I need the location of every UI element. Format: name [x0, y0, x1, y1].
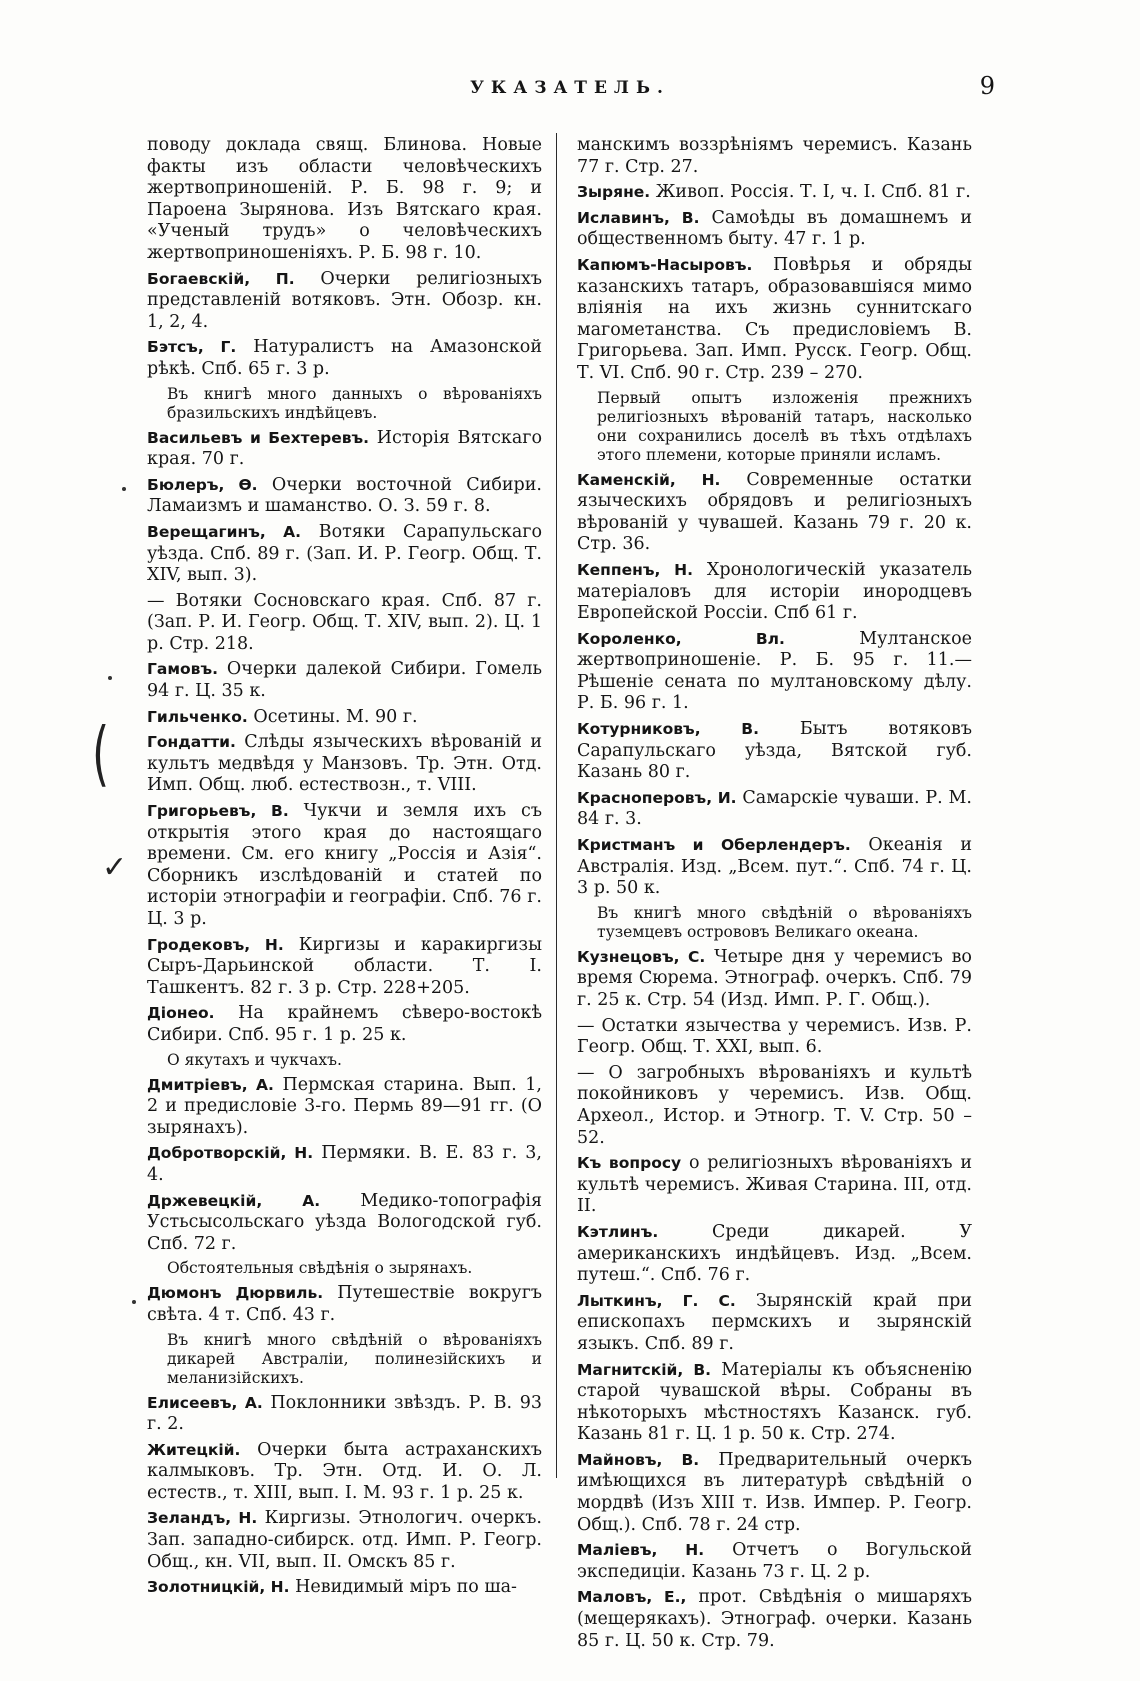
entry-author: Гродековъ, Н.	[147, 935, 284, 954]
bibliography-entry	[577, 947, 972, 1012]
entry-author: Држевецкій, А.	[147, 1191, 321, 1210]
bibliography-entry	[147, 1577, 542, 1599]
bibliography-entry	[577, 719, 972, 784]
entry-text: поводу доклада свящ. Блинова. Новые факты изъ области человѣческихъ жертвоприношеній. Р. Б. 98 г. 9; и Пароена Зырянова. Изъ Вятскаго края. «Ученый трудъ» о человѣческихъ жертвоприношеніяхъ. Р. Б. 98 г. 10.	[147, 135, 542, 263]
bibliography-entry	[147, 475, 542, 518]
entry-text: На крайнемъ сѣверо-востокѣ Сибири. Спб. 95 г. 1 р. 25 к.	[147, 1003, 542, 1045]
entry-text: Четыре дня у черемисъ во время Сюрема. Этнограф. очеркъ. Спб. 79 г. 25 к. Стр. 54 (Изд. Имп. Р. Г. Общ.).	[577, 946, 972, 1010]
entry-author: Бюлеръ, Ѳ.	[147, 475, 258, 494]
entry-author: Зыряне.	[577, 183, 651, 202]
entry-author: Короленко, Вл.	[577, 629, 785, 648]
entry-text: Матеріалы къ объясненію старой чувашской вѣры. Собраны въ нѣкоторыхъ мѣстностяхъ Казанск. губ. Казань 81 г. Ц. 1 р. 50 к. Стр. 274.	[577, 1359, 972, 1445]
entry-text: Самоѣды въ домашнемъ и общественномъ быту. 47 г. 1 р.	[577, 207, 972, 250]
bibliography-entry	[147, 732, 542, 797]
entry-note: О якутахъ и чукчахъ.	[167, 1050, 342, 1069]
entry-author: Добротворскій, Н.	[147, 1144, 314, 1163]
bibliography-entry	[147, 428, 542, 471]
entry-author: Богаевскій, П.	[147, 269, 295, 288]
entry-text: Хронологическій указатель матеріаловъ для исторіи инородцевъ Европейской Россіи. Спб 61 г.	[577, 559, 972, 624]
page-number: 9	[979, 72, 995, 100]
entry-author: Житецкій.	[147, 1440, 241, 1459]
bibliography-entry	[147, 659, 542, 702]
entry-text: Очерки восточной Сибири. Ламаизмъ и шаманство. О. З. 59 г. 8.	[147, 474, 542, 517]
entry-author: Иславинъ, В.	[577, 208, 700, 227]
entry-text: прот. Свѣдѣнія о мишаряхъ (мещерякахъ). Этнограф. очерки. Казань 85 г. Ц. 50 к. Стр. 79.	[577, 1587, 972, 1651]
entry-author: Дюмонъ Дюрвиль.	[147, 1284, 324, 1303]
entry-note: Первый опытъ изложенія прежнихъ религіозныхъ вѣрованій татаръ, насколько они сохранились доселѣ въ тѣхъ отдѣлахъ этого племени, которые приняли исламъ.	[597, 388, 972, 464]
bibliography-entry	[147, 522, 542, 587]
entry-author: Каменскій, Н.	[577, 470, 721, 489]
entry-author: Верещагинъ, А.	[147, 522, 302, 541]
entry-author: Красноперовъ, И.	[577, 788, 737, 807]
bibliography-entry	[577, 788, 972, 831]
bibliography-entry	[577, 1360, 972, 1446]
entry-text: Медико-топографія Устьсысольскаго уѣзда Вологодской губ. Спб. 72 г.	[147, 1190, 542, 1254]
margin-dot	[122, 487, 126, 491]
entry-text: манскимъ воззрѣніямъ черемисъ. Казань 77 г. Стр. 27.	[577, 135, 972, 177]
entry-text: Очерки быта астраханскихъ калмыковъ. Тр. Этн. Отд. И. О. Л. естеств., т. XIII, вып. І. М. 93 г. 1 р. 25 к.	[147, 1439, 542, 1503]
entry-note: Въ книгѣ много данныхъ о вѣрованіяхъ бразильскихъ индѣйцевъ.	[167, 384, 542, 422]
entry-note: Обстоятельныя свѣдѣнія о зырянахъ.	[167, 1259, 473, 1278]
entry-text: Современные остатки языческихъ обрядовъ и религіозныхъ вѣрованій у чувашей. Казань 79 г. 20 к. Стр. 36.	[577, 469, 972, 555]
entry-author: Маловъ, Е.,	[577, 1588, 687, 1607]
bibliography-entry	[577, 629, 972, 715]
running-title: УКАЗАТЕЛЬ.	[470, 78, 670, 98]
bibliography-entry	[147, 1393, 542, 1436]
entry-text: Среди дикарей. У американскихъ индѣйцевъ. Изд. „Всем. путеш.“. Спб. 76 г.	[577, 1221, 972, 1286]
bibliography-entry	[147, 1003, 542, 1046]
entry-text: — О загробныхъ вѣрованіяхъ и культѣ покойниковъ у черемисъ. Изв. Общ. Археол., Истор. и Этногр. Т. V. Стр. 50 – 52.	[577, 1062, 972, 1148]
entry-author: Маліевъ, Н.	[577, 1541, 705, 1560]
entry-author: Капюмъ-Насыровъ.	[577, 255, 753, 274]
bibliography-entry	[147, 269, 542, 334]
bibliography-entry	[577, 1540, 972, 1583]
bibliography-entry	[147, 707, 542, 729]
entry-text: Исторія Вятскаго края. 70 г.	[147, 427, 542, 470]
entry-author: Майновъ, В.	[577, 1450, 700, 1469]
entry-text: — Вотяки Сосновскаго края. Спб. 87 г. (Зап. Р. И. Геогр. Общ. Т. XIV, вып. 2). Ц. 1 р. Стр. 218.	[147, 590, 542, 654]
handwritten-check-mark: ✓	[102, 850, 128, 885]
entry-author: Кристманъ и Оберлендеръ.	[577, 836, 851, 855]
entry-note: Въ книгѣ много свѣдѣній о вѣрованіяхъ дикарей Австраліи, полинезійскихъ и меланизійскихъ.	[167, 1330, 542, 1387]
bibliography-entry	[147, 1191, 542, 1256]
entry-text: Очерки религіозныхъ представленій вотяковъ. Этн. Обозр. кн. 1, 2, 4.	[147, 268, 542, 332]
bibliography-entry	[577, 1587, 972, 1652]
entry-author: Лыткинъ, Г. С.	[577, 1291, 736, 1310]
bibliography-entry	[577, 1016, 972, 1059]
bibliography-entry	[577, 1450, 972, 1536]
entry-author: Елисеевъ, А.	[147, 1393, 263, 1412]
entry-author: Кэтлинъ.	[577, 1222, 659, 1241]
left-column	[147, 135, 542, 1603]
entry-text: Осетины. М. 90 г.	[253, 706, 418, 727]
entry-text: Киргизы и каракиргизы Сыръ-Дарьинской области. Т. І. Ташкентъ. 82 г. 3 р. Стр. 228+205.	[147, 934, 542, 998]
entry-author: Кеппенъ, Н.	[577, 560, 693, 579]
entry-note: Въ книгѣ много свѣдѣній о вѣрованіяхъ туземцевъ острововъ Великаго океана.	[597, 903, 972, 941]
entry-author: Къ вопросу	[577, 1154, 682, 1173]
entry-author: Гильченко.	[147, 707, 248, 726]
right-column	[577, 135, 972, 1656]
entry-text: Самарскіе чуваши. Р. М. 84 г. 3.	[577, 787, 972, 830]
bibliography-entry	[577, 1291, 972, 1356]
entry-text: Невидимый міръ по ша-	[295, 1577, 517, 1598]
bibliography-entry	[577, 255, 972, 385]
entry-text: Зырянскій край при епископахъ пермскихъ и зырянскій языкъ. Спб. 89 г.	[577, 1290, 972, 1354]
entry-author: Дмитріевъ, А.	[147, 1075, 274, 1094]
entry-text: Пермяки. В. Е. 83 г. 3, 4.	[147, 1143, 542, 1185]
entry-text: Чукчи и земля ихъ съ открытія этого края до настоящаго времени. См. его книгу „Россія и Азія“. Сборникъ изслѣдованій и статей по исторіи этнографіи и географіи. Спб. 76 г. Ц. 3 р.	[147, 801, 542, 929]
entry-author: Бэтсъ, Г.	[147, 338, 237, 357]
entry-author: Гондатти.	[147, 733, 236, 752]
entry-author: Гамовъ.	[147, 660, 218, 679]
entry-author: Магнитскій, В.	[577, 1360, 712, 1379]
bibliography-entry	[577, 470, 972, 556]
bibliography-entry	[577, 1222, 972, 1287]
entry-text: о религіозныхъ вѣрованіяхъ и культѣ черемисъ. Живая Старина. III, отд. II.	[577, 1153, 972, 1217]
bibliography-entry	[147, 337, 542, 380]
entry-author: Кузнецовъ, С.	[577, 947, 706, 966]
margin-dot	[108, 676, 112, 680]
entry-text: Натуралистъ на Амазонской рѣкѣ. Спб. 65 г. 3 р.	[147, 337, 542, 379]
entry-text: Путешествіе вокругъ свѣта. 4 т. Спб. 43 г.	[147, 1283, 542, 1325]
bibliography-entry	[577, 135, 972, 178]
bibliography-entry	[577, 208, 972, 251]
entry-text: Мултанское жертвоприношеніе. Р. Б. 95 г. 11.—Рѣшеніе сената по мултановскому дѣлу. Р. Б. 96 г. 1.	[577, 628, 972, 714]
bibliography-entry	[147, 591, 542, 656]
entry-text: Повѣрья и обряды казанскихъ татаръ, образовавшіяся мимо вліянія на ихъ жизнь суннитскаго магометанства. Съ предисловіемъ В. Григорьева. Зап. Имп. Русск. Геогр. Общ. Т. VI. Спб. 90 г. Стр. 239 – 270.	[577, 254, 972, 383]
entry-text: Живоп. Россія. Т. І, ч. І. Спб. 81 г.	[655, 182, 971, 203]
entry-author: Золотницкій, Н.	[147, 1578, 290, 1597]
entry-text: Пермская старина. Вып. 1, 2 и предисловіе 3-го. Пермь 89—91 гг. (О зырянахъ).	[147, 1074, 542, 1138]
bibliography-entry	[147, 1283, 542, 1326]
margin-dot	[132, 1300, 136, 1304]
bibliography-entry	[577, 835, 972, 900]
entry-author: Зеландъ, Н.	[147, 1509, 258, 1528]
entry-text: Отчетъ о Вогульской экспедиціи. Казань 73 г. Ц. 2 р.	[577, 1540, 972, 1582]
page-header	[0, 72, 1140, 108]
entry-author: Васильевъ и Бехтеревъ.	[147, 428, 370, 447]
handwritten-bracket-mark: (	[92, 713, 110, 795]
bibliography-entry	[147, 1143, 542, 1186]
entry-text: Вотяки Сарапульскаго уѣзда. Спб. 89 г. (Зап. И. Р. Геогр. Общ. Т. XIV, вып. 3).	[147, 521, 542, 586]
entry-text: Океанія и Австралія. Изд. „Всем. пут.“. Спб. 74 г. Ц. 3 р. 50 к.	[577, 835, 972, 899]
entry-author: Котурниковъ, В.	[577, 720, 760, 739]
entry-text: Бытъ вотяковъ Сарапульскаго уѣзда, Вятской губ. Казань 80 г.	[577, 719, 972, 783]
bibliography-entry	[147, 801, 542, 931]
entry-text: Очерки далекой Сибири. Гомель 94 г. Ц. 35 к.	[147, 659, 542, 702]
entry-text: Киргизы. Этнологич. очеркъ. Зап. западно-сибирск. отд. Имп. Р. Геогр. Общ., кн. VII, вып. II. Омскъ 85 г.	[147, 1508, 542, 1572]
entry-text: Поклонники звѣздъ. Р. В. 93 г. 2.	[147, 1392, 542, 1435]
entry-text: Слѣды языческихъ вѣрованій и культъ медвѣдя у Манзовъ. Тр. Этн. Отд. Имп. Общ. люб. естествозн., т. VIII.	[147, 732, 542, 796]
bibliography-entry	[147, 1440, 542, 1505]
entry-text: — Остатки язычества у черемисъ. Изв. Р. Геогр. Общ. Т. XXI, вып. 6.	[577, 1015, 972, 1058]
bibliography-entry	[147, 1508, 542, 1573]
bibliography-entry	[147, 1075, 542, 1140]
bibliography-entry	[577, 560, 972, 625]
bibliography-entry	[147, 135, 542, 265]
entry-author: Діонео.	[147, 1004, 215, 1023]
entry-text: Предварительный очеркъ имѣющихся въ литературѣ свѣдѣній о мордвѣ (Изъ XIII т. Изв. Импер. Р. Геогр. Общ.). Спб. 78 г. 24 стр.	[577, 1449, 973, 1535]
bibliography-entry	[577, 1153, 972, 1218]
entry-author: Григорьевъ, В.	[147, 802, 289, 821]
bibliography-entry	[147, 935, 542, 1000]
bibliography-entry	[577, 1063, 972, 1149]
bibliography-entry	[577, 182, 972, 204]
column-divider	[556, 133, 557, 1478]
